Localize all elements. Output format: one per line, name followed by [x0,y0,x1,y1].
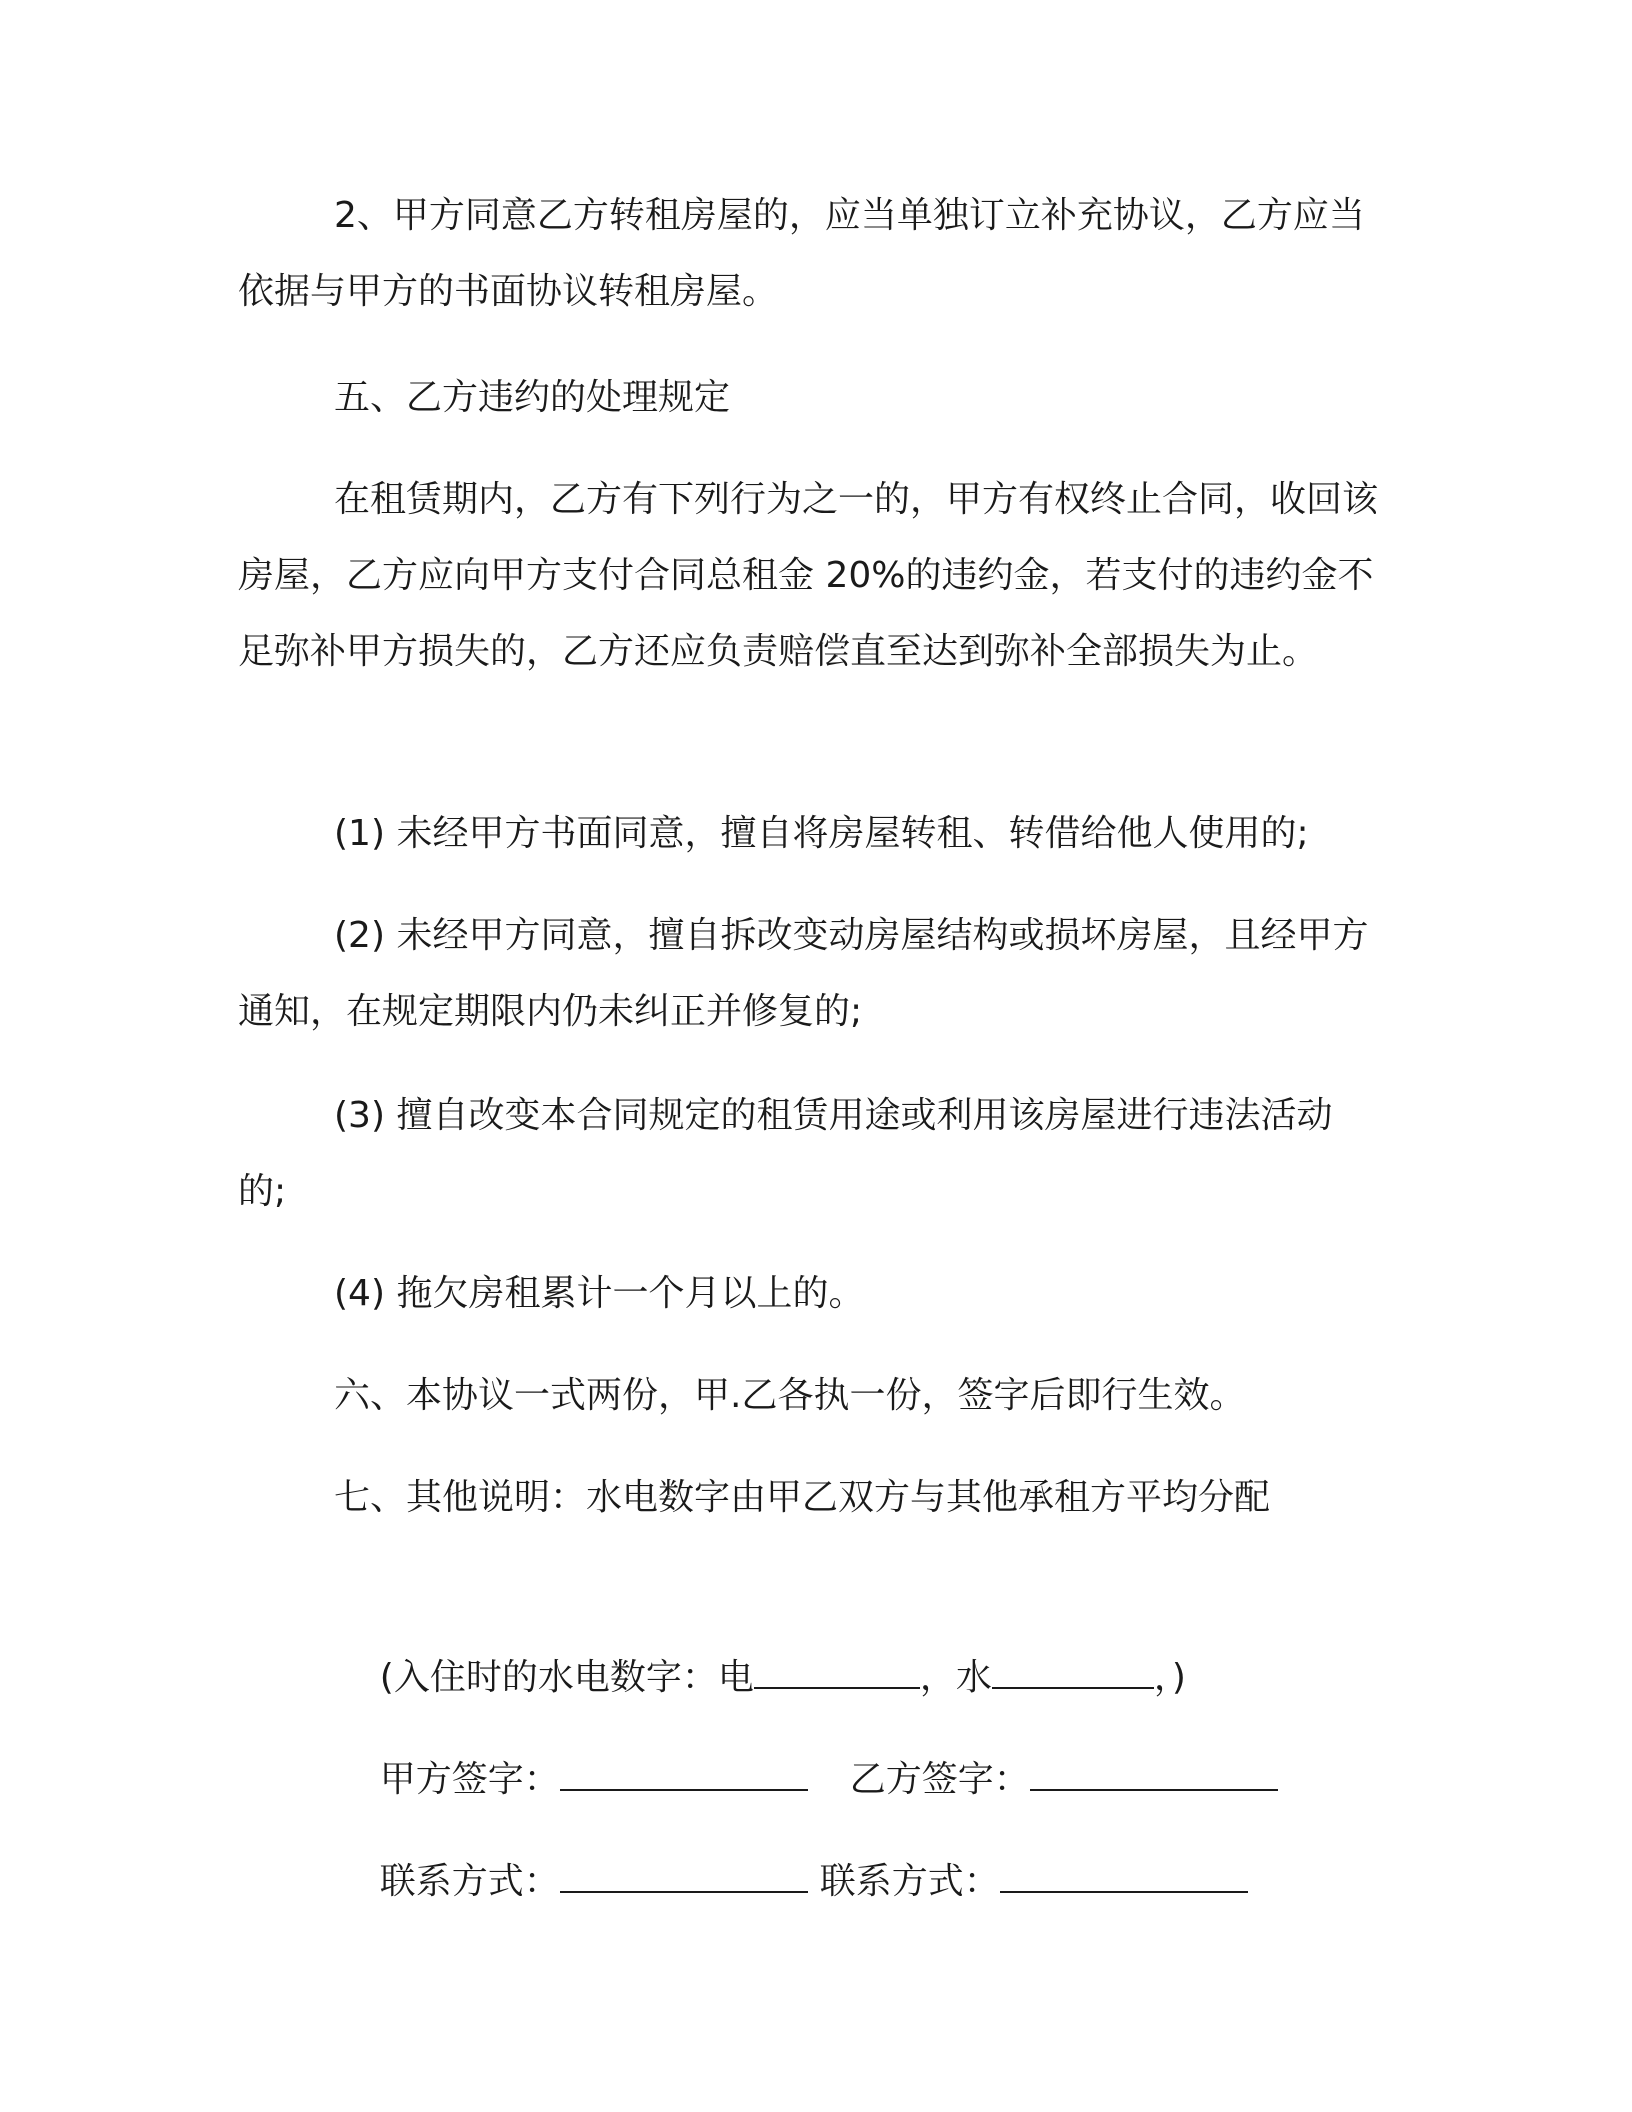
breach-item-4: (4) 拖欠房租累计一个月以上的。 [334,1273,865,1314]
party-b-contact-label: 联系方式： [819,1861,1000,1902]
party-a-contact-blank[interactable] [560,1861,808,1893]
section-five-heading: 五、乙方违约的处理规定 [334,377,731,418]
party-b-signature-label: 乙方签字： [849,1759,1030,1800]
breach-intro-paragraph: 在租赁期内，乙方有下列行为之一的，甲方有权终止合同，收回该房屋，乙方应向甲方支付合同总租金 20%的违约金，若支付的违约金不足弥补甲方损失的，乙方还应负责赔偿直至达到弥补全部损失为止。 [238,479,1379,672]
breach-item-1: (1) 未经甲方书面同意，擅自将房屋转租、转借给他人使用的; [334,813,1309,854]
meter-mid: ，水 [919,1657,992,1698]
meter-prefix: (入住时的水电数字：电 [379,1657,754,1698]
breach-item-2: (2) 未经甲方同意，擅自拆改变动房屋结构或损坏房屋，且经甲方通知，在规定期限内仍未纠正并修复的; [238,915,1369,1032]
section-six-paragraph: 六、本协议一式两份，甲.乙各执一份，签字后即行生效。 [334,1375,1246,1416]
section-seven-paragraph: 七、其他说明：水电数字由甲乙双方与其他承租方平均分配 [334,1477,1271,1518]
party-a-contact-label: 联系方式： [379,1861,560,1902]
clause-sublet-paragraph: 2、甲方同意乙方转租房屋的，应当单独订立补充协议，乙方应当依据与甲方的书面协议转租房屋。 [238,195,1365,312]
party-a-signature-label: 甲方签字： [379,1759,560,1800]
breach-item-3: (3) 擅自改变本合同规定的租赁用途或利用该房屋进行违法活动的; [238,1095,1333,1212]
party-b-contact-blank[interactable] [1000,1861,1248,1893]
meter-suffix: ，) [1153,1657,1186,1698]
contact-row [334,1768,1248,1996]
